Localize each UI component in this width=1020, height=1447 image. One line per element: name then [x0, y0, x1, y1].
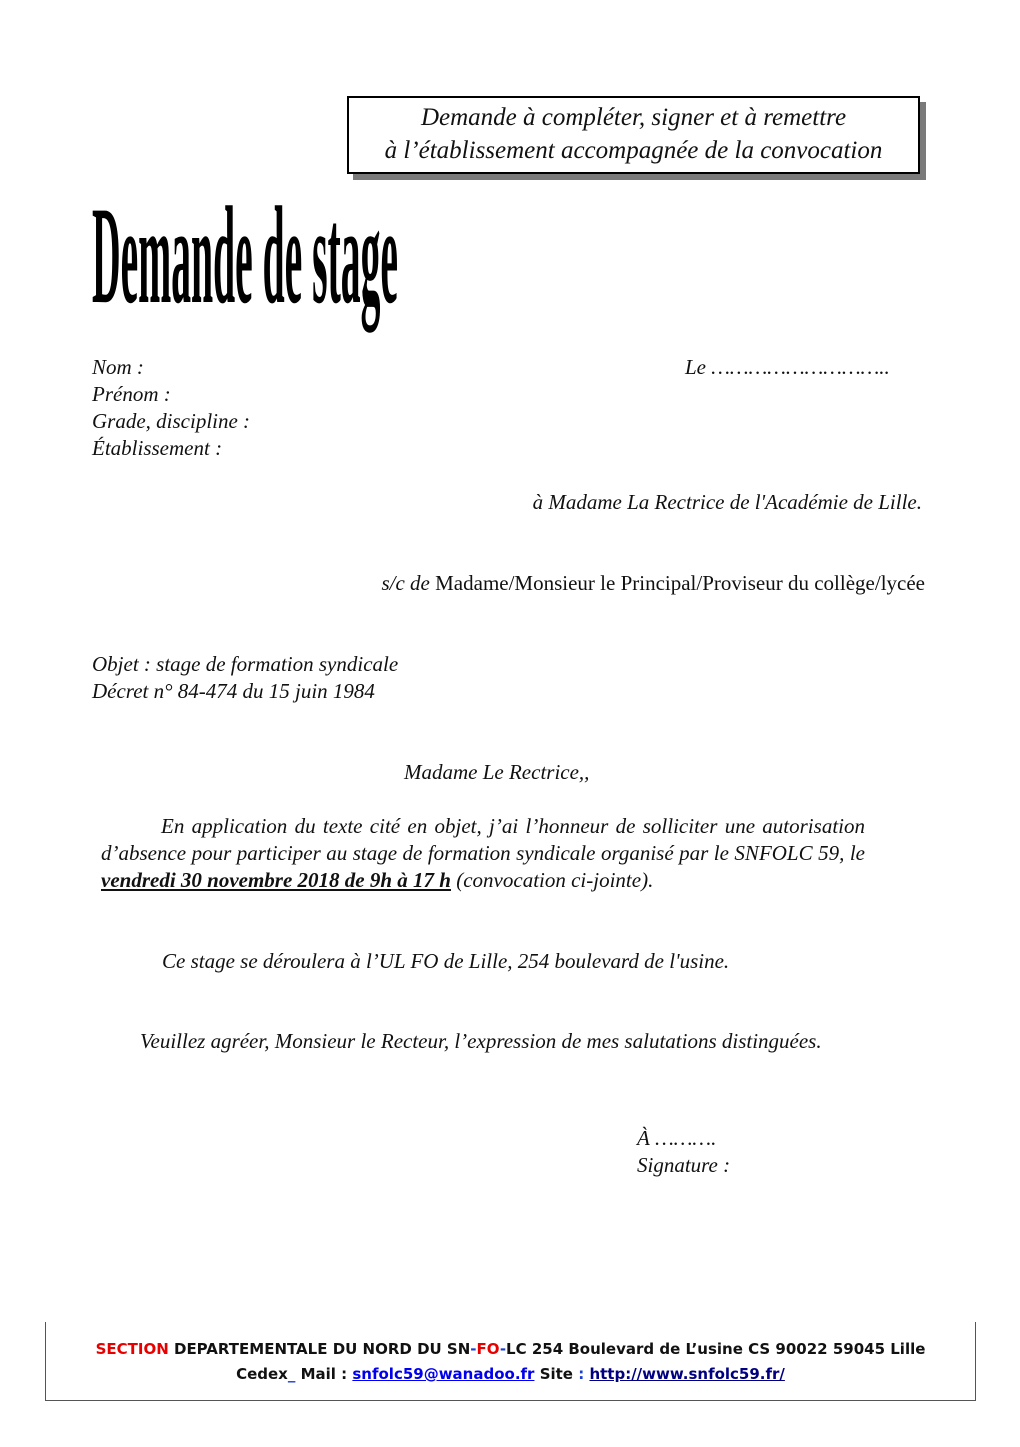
- footer-underscore: _: [287, 1365, 296, 1383]
- salutation: Madame Le Rectrice,,: [404, 760, 590, 784]
- footer-line-1: [46, 1337, 975, 1362]
- body-paragraph-1: [101, 813, 865, 894]
- body-p1-start: En application du texte cité en objet, j’ai l’honneur de solliciter une autorisation d’absence pour participer au stage de formation syndicale organisé par le SNFOLC 59, le: [101, 814, 865, 865]
- website-link[interactable]: http://www.snfolc59.fr/: [589, 1365, 785, 1383]
- body-paragraph-2: Ce stage se déroulera à l’UL FO de Lille, 254 boulevard de l'usine.: [162, 949, 730, 973]
- footer-site-label: Site: [534, 1365, 579, 1383]
- instruction-line-2: à l’établissement accompagnée de la convocation: [384, 137, 883, 164]
- field-date: Le ………………………..: [685, 355, 890, 379]
- recipient: à Madame La Rectrice de l'Académie de Lille.: [532, 490, 922, 514]
- stage-date: vendredi 30 novembre 2018 de 9h à 17 h: [101, 868, 451, 892]
- object-line-2: Décret n° 84-474 du 15 juin 1984: [92, 679, 375, 703]
- sc-line: [381, 570, 925, 597]
- footer-colon: :: [578, 1365, 585, 1383]
- sc-text: Madame/Monsieur le Principal/Proviseur du collège/lycée: [429, 571, 925, 595]
- field-grade: Grade, discipline :: [92, 409, 251, 433]
- footer-line-2: [46, 1362, 975, 1387]
- signature-label: Signature :: [637, 1153, 731, 1177]
- sc-prefix: s/c de: [381, 571, 430, 595]
- footer-dash-2: -: [499, 1340, 507, 1358]
- footer-dash-1: -: [470, 1340, 477, 1358]
- footer-section: SECTION: [95, 1340, 169, 1358]
- field-prenom: Prénom :: [92, 382, 171, 406]
- instruction-box: [347, 96, 920, 174]
- object-line-1: Objet : stage de formation syndicale: [92, 652, 399, 676]
- field-nom: Nom :: [92, 355, 144, 379]
- footer-cedex: Cedex: [236, 1365, 288, 1383]
- field-etablissement: Établissement :: [92, 436, 223, 460]
- document-title-text: Demande de stage: [92, 179, 398, 334]
- footer-dept: DEPARTEMENTALE DU NORD DU SN: [168, 1340, 471, 1358]
- footer-mail-label: Mail :: [295, 1365, 353, 1383]
- footer-fo: FO: [476, 1340, 500, 1358]
- signature-place: À ……….: [637, 1126, 717, 1150]
- document-title: [92, 150, 422, 350]
- footer: [45, 1322, 976, 1401]
- body-paragraph-3: Veuillez agréer, Monsieur le Recteur, l’expression de mes salutations distinguées.: [140, 1029, 822, 1053]
- body-p1-end: (convocation ci-jointe).: [450, 868, 654, 892]
- footer-address: LC 254 Boulevard de L’usine CS 90022 59045 Lille: [506, 1340, 926, 1358]
- email-link[interactable]: snfolc59@wanadoo.fr: [352, 1365, 535, 1383]
- instruction-line-1: Demande à compléter, signer et à remettre: [420, 104, 847, 131]
